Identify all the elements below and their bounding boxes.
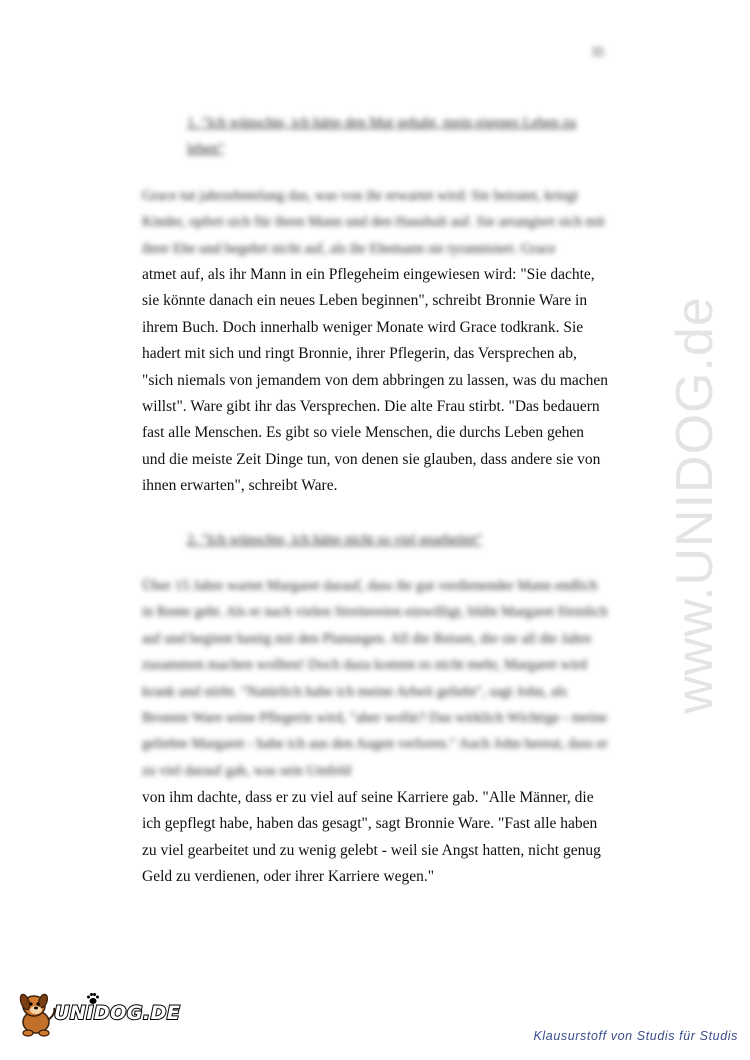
logo-text: UNIDOG.DE [54, 1002, 181, 1024]
dog-icon [14, 988, 58, 1038]
section-2-blurred-paragraph: Über 15 Jahre wartet Margaret darauf, dass ihr gut verdienender Mann endlich in Rente geht. Als er nach vielen Streitereien einwilligt, blüht Margaret förmlich auf und beginnt hastig mit den Planungen. All die Reisen, die sie all die Jahre zusammen machen wollten! Doch dazu kommt es nicht mehr, Margaret wird krank und stirbt. "Natürlich habe ich meine Arbeit geliebt", sagt John, als Bronnie Ware seine Pflegerin wird, "aber wofür? Das wirklich Wichtige - meine geliebte Margaret - habe ich aus den Augen verloren." Auch John bereut, dass er zu viel darauf gab, was sein Umfeld [142, 578, 608, 779]
page-number: 35 [591, 44, 604, 59]
watermark-text: www.UNIDOG.de [666, 296, 724, 714]
section-2-heading: 2. "Ich wünschte, ich hätte nicht so viel gearbeitet" [187, 532, 483, 548]
section-2-paragraph: von ihm dachte, dass er zu viel auf seine Karriere gab. "Alle Männer, die ich gepflegt habe, haben das gesagt", sagt Bronnie Ware. "Fast alle haben zu viel gearbeitet und zu wenig gelebt - weil sie Angst hatten, nicht genug Geld zu verdienen, oder ihrer Karriere wegen." [142, 789, 601, 886]
section-1-blurred-paragraph: Grace tut jahrzehntelang das, was von ihr erwartet wird: Sie heiratet, kriegt Kinder, opfert sich für ihren Mann und den Haushalt auf. Sie arrangiert sich mit ihrer Ehe und begehrt nicht auf, als ihr Ehemann sie tyrannisiert. Grace [142, 188, 605, 257]
footer-slogan: Klausurstoff von Studis für Studis [533, 1029, 738, 1043]
section-1-heading: 1. "Ich wünschte, ich hätte den Mut gehabt, mein eigenes Leben zu leben" [187, 115, 577, 157]
watermark [650, 255, 740, 755]
unidog-logo[interactable] [14, 984, 181, 1044]
section-1-paragraph: atmet auf, als ihr Mann in ein Pflegeheim eingewiesen wird: "Sie dachte, sie könnte danach ein neues Leben beginnen", schreibt Bronnie Ware in ihrem Buch. Doch innerhalb weniger Monate wird Grace todkrank. Sie hadert mit sich und ringt Bronnie, ihrer Pflegerin, das Versprechen ab, "sich niemals von jemandem von dem abbringen zu lassen, was du machen willst". Ware gibt ihr das Versprechen. Die alte Frau stirbt. "Das bedauern fast alle Menschen. Es gibt so viele Menschen, die durchs Leben gehen und die meiste Zeit Dinge tun, von denen sie glauben, dass andere sie von ihnen erwarten", schreibt Ware. [142, 266, 609, 495]
